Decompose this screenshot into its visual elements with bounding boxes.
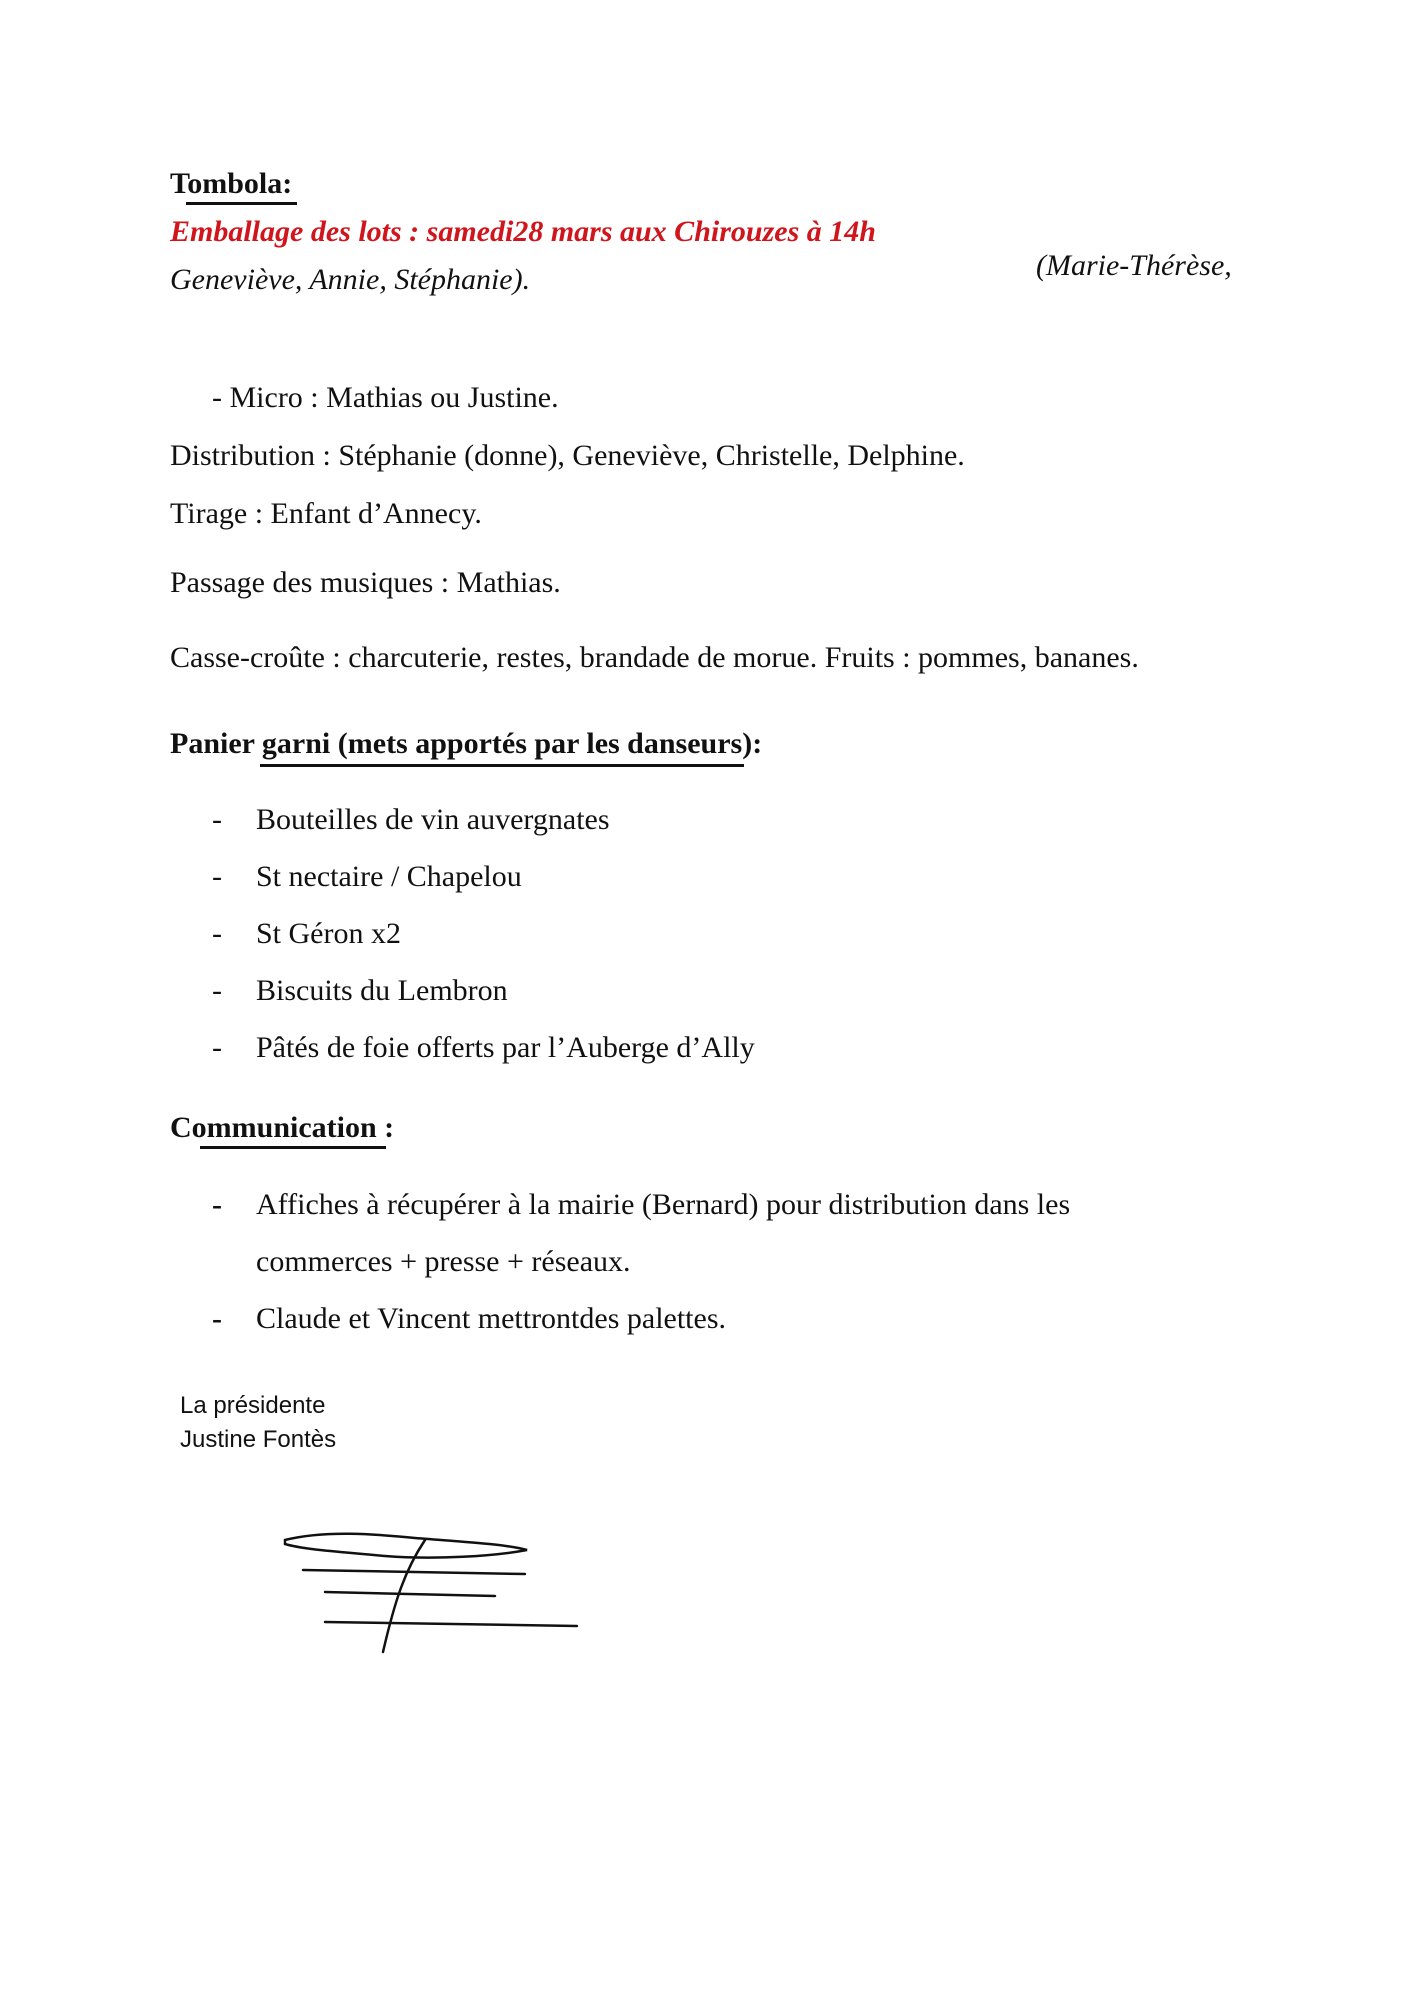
casse-croute-line: Casse-croûte : charcuterie, restes, brandade de morue. Fruits : pommes, bananes. xyxy=(170,641,1139,674)
names-part2: Geneviève, Annie, Stéphanie). xyxy=(170,263,531,296)
tirage-line: Tirage : Enfant d’Annecy. xyxy=(170,497,482,530)
emballage-line: Emballage des lots : samedi28 mars aux Chirouzes à 14h xyxy=(170,215,876,248)
list-item: Biscuits du Lembron xyxy=(256,974,508,1007)
list-bullet: - xyxy=(212,974,222,1007)
list-item-continuation: commerces + presse + réseaux. xyxy=(256,1245,631,1278)
distribution-line: Distribution : Stéphanie (donne), Geneviève, Christelle, Delphine. xyxy=(170,439,965,472)
list-bullet: - xyxy=(212,1188,222,1221)
list-bullet: - xyxy=(212,1031,222,1064)
tombola-underline xyxy=(186,202,297,205)
list-item: Claude et Vincent mettrontdes palettes. xyxy=(256,1302,727,1335)
list-bullet: - xyxy=(212,860,222,893)
communication-underline xyxy=(200,1146,386,1149)
list-bullet: - xyxy=(212,1302,222,1335)
panier-underline xyxy=(260,764,744,767)
communication-heading: Communication : xyxy=(170,1111,395,1144)
micro-line: - Micro : Mathias ou Justine. xyxy=(212,381,559,414)
names-part1: (Marie-Thérèse, xyxy=(1036,249,1232,282)
tombola-heading: Tombola: xyxy=(170,167,293,200)
list-bullet: - xyxy=(212,803,222,836)
panier-heading: Panier garni (mets apportés par les danseurs): xyxy=(170,727,763,760)
handwritten-signature xyxy=(265,1530,585,1660)
list-item: Affiches à récupérer à la mairie (Bernard) pour distribution dans les xyxy=(256,1188,1071,1221)
musiques-line: Passage des musiques : Mathias. xyxy=(170,566,561,599)
signature-title: La présidente xyxy=(180,1392,326,1419)
list-item: Bouteilles de vin auvergnates xyxy=(256,803,610,836)
list-bullet: - xyxy=(212,917,222,950)
signature-name: Justine Fontès xyxy=(180,1426,337,1453)
list-item: St Géron x2 xyxy=(256,917,401,950)
list-item: Pâtés de foie offerts par l’Auberge d’Ally xyxy=(256,1031,755,1064)
list-item: St nectaire / Chapelou xyxy=(256,860,522,893)
